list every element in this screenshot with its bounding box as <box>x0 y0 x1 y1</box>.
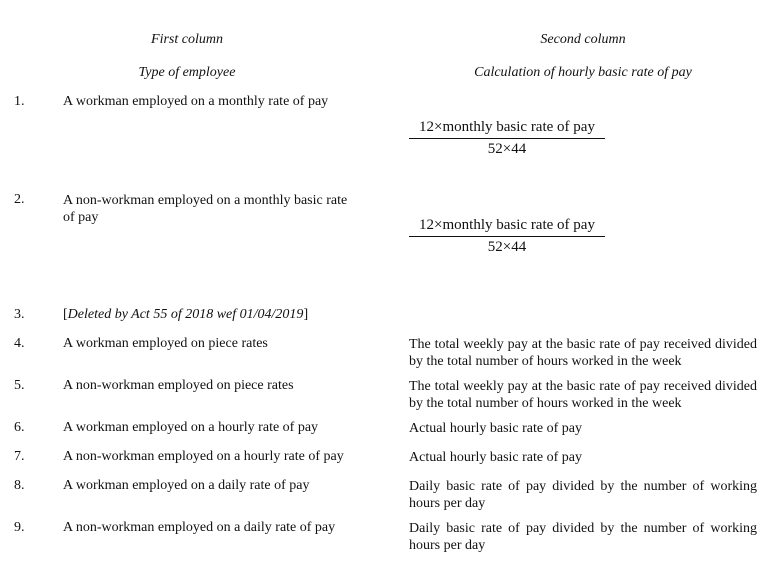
fraction-formula-2 <box>409 217 605 256</box>
row-number-7: 7. <box>14 449 25 464</box>
bracket-close: ] <box>303 307 309 322</box>
employee-type-7: A non-workman employed on a hourly rate of pay <box>63 449 344 464</box>
row-number-9: 9. <box>14 520 25 535</box>
calculation-4: The total weekly pay at the basic rate of pay received divided by the total number of hours worked in the week <box>409 337 757 369</box>
calculation-8: Daily basic rate of pay divided by the number of working hours per day <box>409 479 757 511</box>
employee-type-3 <box>63 307 308 323</box>
calculation-6: Actual hourly basic rate of pay <box>409 421 582 436</box>
employee-type-8: A workman employed on a daily rate of pay <box>63 478 310 493</box>
row-number-6: 6. <box>14 420 25 435</box>
deleted-note: Deleted by Act 55 of 2018 wef 01/04/2019 <box>67 307 304 322</box>
row-number-4: 4. <box>14 336 25 351</box>
employee-type-9: A non-workman employed on a daily rate of pay <box>63 520 336 535</box>
employee-type-6: A workman employed on a hourly rate of pay <box>63 420 319 435</box>
calculation-9: Daily basic rate of pay divided by the number of working hours per day <box>409 521 757 553</box>
row-number-2: 2. <box>14 192 25 207</box>
calculation-7: Actual hourly basic rate of pay <box>409 450 582 465</box>
employee-type-1: A workman employed on a monthly rate of pay <box>63 94 329 109</box>
fraction-numerator-1: 12×monthly basic rate of pay <box>419 119 595 135</box>
employee-type-2: A non-workman employed on a monthly basic rate of pay <box>63 193 348 225</box>
employee-type-4: A workman employed on piece rates <box>63 336 268 351</box>
row-number-1: 1. <box>14 94 25 109</box>
bracket-open: [ <box>63 307 68 322</box>
fraction-formula-1 <box>409 119 605 158</box>
second-column-header: Second column <box>540 32 626 47</box>
calculation-header: Calculation of hourly basic rate of pay <box>474 65 692 80</box>
fraction-bar-2 <box>409 236 605 237</box>
fraction-numerator-2: 12×monthly basic rate of pay <box>419 217 595 233</box>
fraction-denominator-1: 52×44 <box>487 141 527 157</box>
fraction-bar-1 <box>409 138 605 139</box>
employee-type-5: A non-workman employed on piece rates <box>63 378 294 393</box>
calculation-5: The total weekly pay at the basic rate of pay received divided by the total number of hours worked in the week <box>409 379 757 411</box>
fraction-denominator-2: 52×44 <box>487 239 527 255</box>
first-column-header: First column <box>151 32 223 47</box>
row-number-8: 8. <box>14 478 25 493</box>
row-number-5: 5. <box>14 378 25 393</box>
row-number-3: 3. <box>14 307 25 322</box>
type-of-employee-header: Type of employee <box>138 65 236 80</box>
